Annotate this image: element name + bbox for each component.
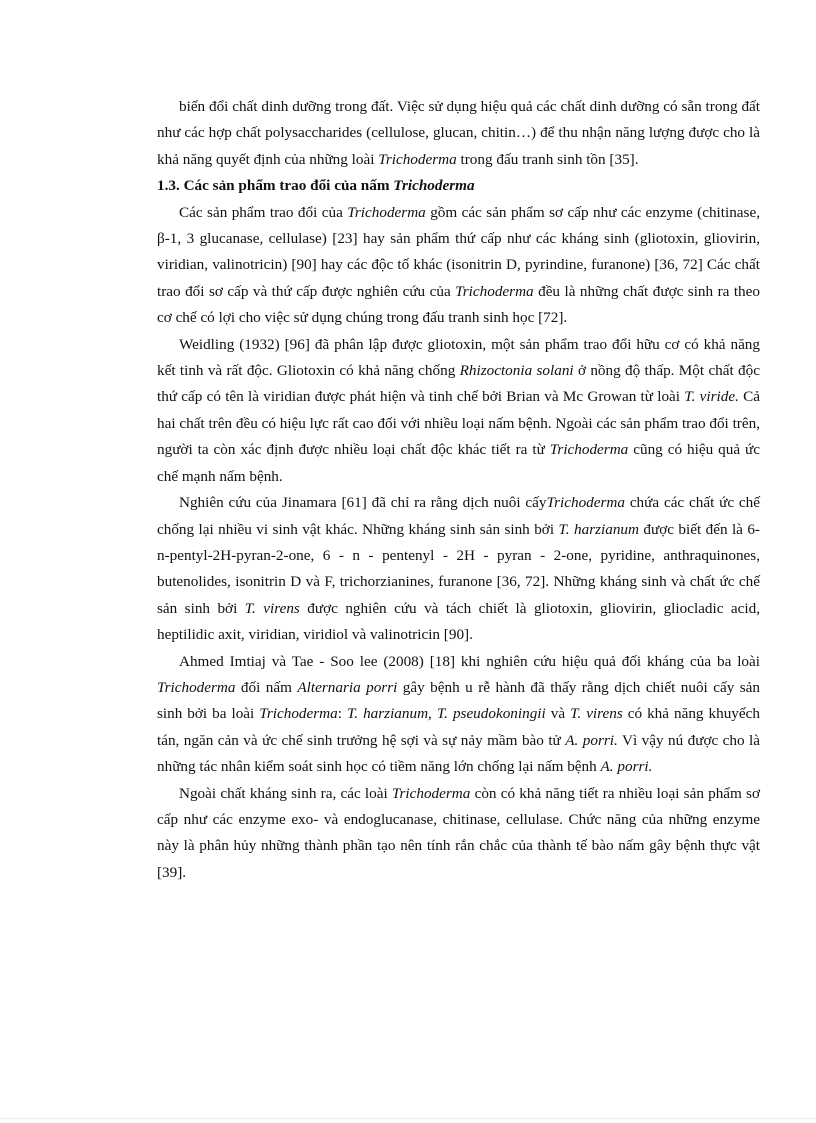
heading-text: 1.3. Các sản phẩm trao đổi của nấm — [157, 177, 394, 195]
text-span: Các sản phẩm trao đổi của — [179, 203, 348, 221]
italic-span: A. porri. — [565, 731, 618, 749]
text-span: chứa các chất ức chế chống lại nhiều vi sinh vật khác. Những kháng sinh sản sinh bởi — [157, 494, 761, 538]
paragraph-6 — [157, 781, 760, 887]
paragraph-2 — [157, 200, 760, 332]
text-span: Ahmed Imtiaj và Tae - Soo lee (2008) [18] khi nghiên cứu hiệu quả đối kháng của ba loài — [179, 652, 760, 670]
italic-span: T. harzianum, T. pseudokoningii — [346, 705, 546, 723]
text-span: và — [545, 705, 571, 723]
text-span: Cả hai chất trên đều có hiệu lực rất cao đối với nhiều loại nấm bệnh. Ngoài các sản phẩm trao đổi trên, người ta còn xác định được nhiều loại chất độc khác tiết ra từ — [157, 388, 760, 459]
italic-span: Trichoderma — [391, 784, 471, 802]
italic-span: A. porri. — [600, 758, 653, 776]
text-span: trong đấu tranh sinh tồn [35]. — [456, 150, 639, 168]
italic-span: Trichoderma — [455, 282, 534, 300]
italic-span: Trichoderma — [347, 203, 426, 221]
text-span: Weidling (1932) [96] đã phân lập được gliotoxin, một sản phẩm trao đổi hữu cơ có khả năng kết tinh và rất độc. Gliotoxin có khả năng chống — [157, 335, 760, 380]
italic-span: T. viride. — [684, 388, 739, 406]
page-bottom-edge — [0, 1118, 816, 1119]
text-span: cũng có hiệu quả ức chế mạnh nấm bệnh. — [157, 441, 761, 485]
italic-span: Trichoderma — [549, 441, 629, 459]
text-span: : — [337, 705, 347, 723]
text-span: còn có khả năng tiết ra nhiều loại sản phẩm sơ cấp như các enzyme exo- và endoglucanase, chitinase, cellulase. Chức năng của những enzyme này là phân hủy những thành phần tạo nên tính rắn chắc của thành tế bào nấm gây bệnh thực vật [39]. — [157, 784, 761, 881]
italic-span: Trichoderma — [157, 678, 236, 696]
paragraph-1 — [157, 94, 760, 173]
text-span: được nghiên cứu và tách chiết là gliotoxin, gliovirin, gliocladic acid, heptilidic axit, viridian, viridiol và valinotricin [90]. — [157, 599, 760, 644]
text-span: được biết đến là 6-n-pentyl-2H-pyran-2-one, 6 - n - pentenyl - 2H - pyran - 2-one, pyridine, anthraquinones, butenolides, isonitrin D và F, trichorzianines, furanone [36, 72]. Những kháng sinh và chất ức chế sản sinh bởi — [157, 520, 760, 617]
italic-span: T. virens — [244, 599, 300, 617]
italic-span: Trichoderma — [378, 150, 457, 168]
body-text — [157, 94, 760, 886]
italic-span: Trichoderma — [546, 494, 625, 512]
italic-span: Alternaria porri — [297, 678, 398, 696]
text-span: Vì vậy nú được cho là những tác nhân kiểm soát sinh học có tiềm năng lớn chống lại nấm bệnh — [157, 731, 761, 776]
text-span: Nghiên cứu của Jinamara [61] đã chỉ ra rằng dịch nuôi cấy — [179, 494, 547, 512]
paragraph-5 — [157, 649, 760, 781]
text-span: đều là những chất được sinh ra theo cơ chế có lợi cho việc sử dụng chúng trong đấu tranh sinh học [72]. — [157, 282, 760, 327]
paragraph-4 — [157, 490, 760, 648]
heading-italic: Trichoderma — [393, 177, 475, 195]
text-span: Ngoài chất kháng sinh ra, các loài — [179, 784, 392, 802]
text-span: gồm các sản phẩm sơ cấp như các enzyme (chitinase, β-1, 3 glucanase, cellulase) [23] hay sản phẩm thứ cấp như các kháng sinh (gliotoxin, gliovirin, viridian, valinotricin) [90] hay các độc tố khác (isonitrin D, pyrindine, furanone) [36, 72] Các chất trao đổi sơ cấp và thứ cấp được nghiên cứu của — [157, 203, 760, 300]
section-heading — [157, 173, 760, 199]
text-span: gây bệnh u rễ hành đã thấy rằng dịch chiết nuôi cấy sản sinh bởi ba loài — [157, 678, 760, 723]
italic-span: Rhizoctonia solani — [459, 362, 574, 380]
text-span: đối nấm — [235, 678, 298, 696]
text-span: biến đổi chất dinh dưỡng trong đất. Việc sử dụng hiệu quả các chất dinh dưỡng có sẵn trong đất như các hợp chất polysaccharides (cellulose, glucan, chitin…) để thu nhận năng lượng được cho là khả năng quyết định của những loài — [157, 98, 760, 168]
italic-span: T. harzianum — [558, 520, 639, 538]
italic-span: Trichoderma — [259, 705, 338, 723]
italic-span: T. virens — [570, 705, 623, 723]
text-span: ở nồng độ thấp. Một chất độc thứ cấp có tên là viridian được phát hiện và tinh chế bởi Brian và Mc Growan từ loài — [157, 362, 760, 406]
paragraph-3 — [157, 332, 760, 490]
text-span: có khả năng khuyếch tán, ngăn cản và ức chế sinh trưởng hệ sợi và sự nảy mầm bào tử — [157, 705, 760, 749]
